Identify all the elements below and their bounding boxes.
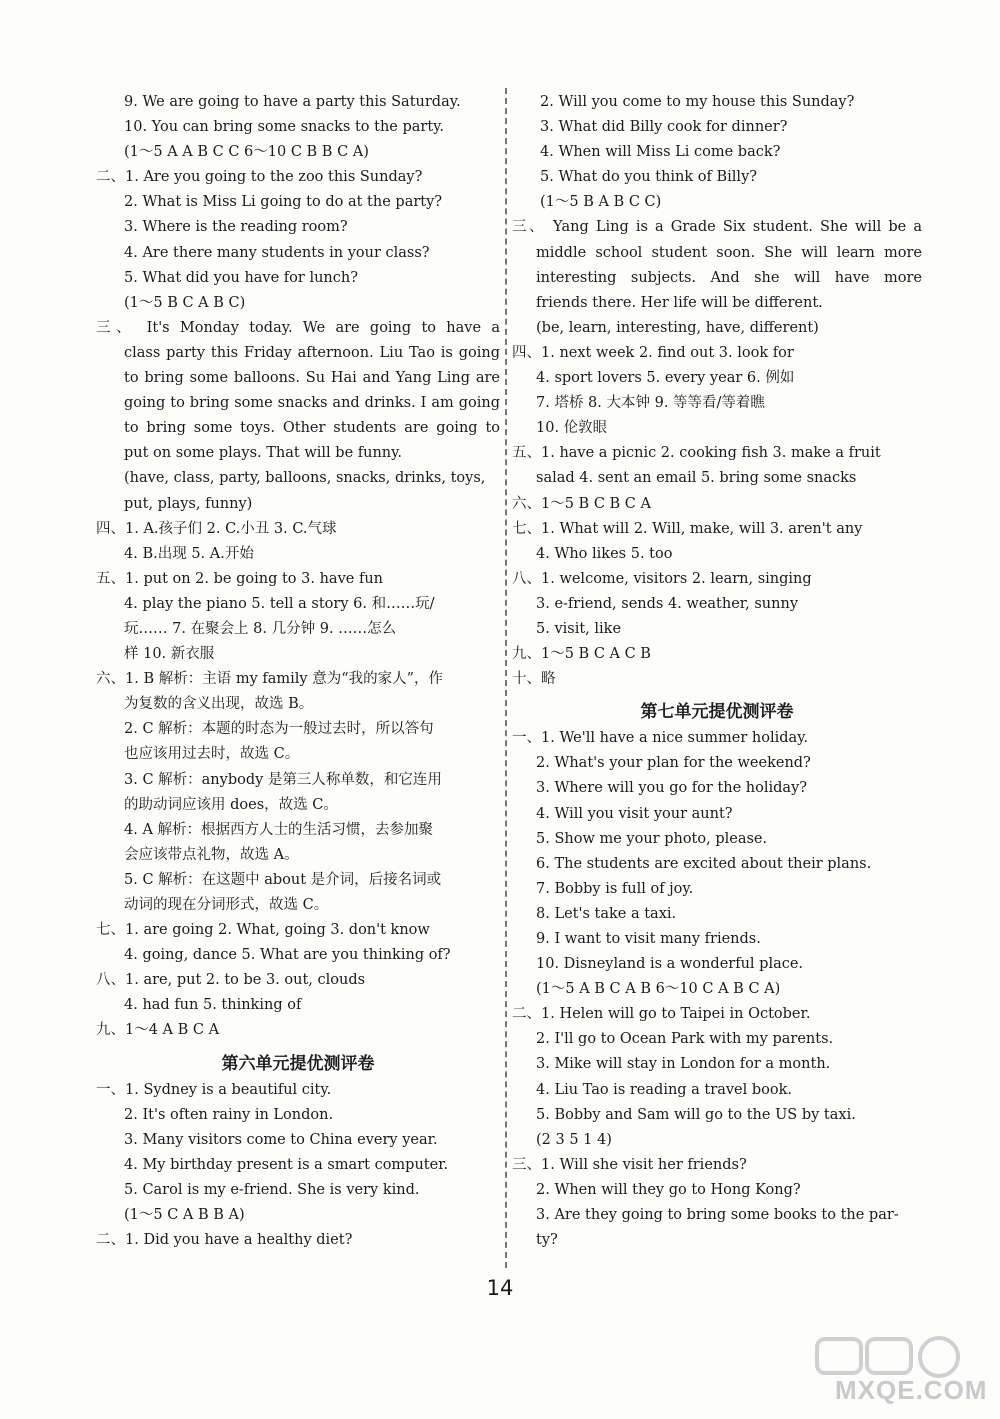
answer-line: 7. Bobby is full of joy. [536,880,694,897]
answer-line: class party this Friday afternoon. Liu Tao is going [124,344,500,361]
answer-line: friends there. Her life will be different. [536,294,823,311]
answer-line: 3. e-friend, sends 4. weather, sunny [536,595,799,612]
answer-line: 4. going, dance 5. What are you thinking of? [124,947,451,964]
answer-line: (1～5 B A B C C) [540,194,662,211]
right-column [512,90,922,1253]
answer-line: to bring some balloons. Su Hai and Yang Ling are [124,370,500,387]
answer-line: 一、1. Sydney is a beautiful city. [96,1081,332,1098]
answer-line: 10. 伦敦眼 [536,420,608,437]
answer-line: 4. Liu Tao is reading a travel book. [536,1081,792,1098]
answer-line: 3. Many visitors come to China every year. [124,1131,438,1148]
page-number: 14 [486,1276,514,1300]
answer-line: 2. When will they go to Hong Kong? [536,1181,801,1198]
answer-line: 三、 Yang Ling is a Grade Six student. She will be a [512,219,922,236]
answer-line: 三、 It's Monday today. We are going to have a [96,319,500,336]
answer-line: 5. C 解析：在这题中 about 是介词，后接名词或 [124,871,442,888]
answer-line: 4. Who likes 5. too [536,545,673,562]
answer-line: 五、1. put on 2. be going to 3. have fun [96,570,383,587]
answer-line: 5. What do you think of Billy? [540,169,758,186]
answer-line: to bring some toys. Other students are going to [124,420,500,437]
answer-line: 4. had fun 5. thinking of [124,997,302,1014]
answer-line: interesting subjects. And she will have more [536,269,922,286]
answer-line: 七、1. What will 2. Will, make, will 3. aren't any [512,520,863,537]
answer-line: 5. What did you have for lunch? [124,269,358,286]
answer-line: 2. What's your plan for the weekend? [536,755,811,772]
answer-line: 六、1. B 解析：主语 my family 意为“我的家人”，作 [96,671,444,688]
section-heading: 第六单元提优测评卷 [221,1053,375,1074]
answer-line: 4. B.出现 5. A.开始 [124,545,254,562]
answer-line: 4. When will Miss Li come back? [540,144,781,161]
answer-line: 4. Are there many students in your class? [124,244,430,261]
answer-line: 4. A 解析：根据西方人士的生活习惯，去参加聚 [124,821,434,838]
answer-line: (1～5 B C A B C) [124,294,246,311]
answer-line: 3. Where is the reading room? [124,219,348,236]
answer-line: 的助动词应该用 does，故选 C。 [124,796,338,813]
answer-line: (1～5 A A B C C 6～10 C B B C A) [124,144,369,161]
answer-line: 2. What is Miss Li going to do at the party? [124,194,443,211]
answer-line: 7. 塔桥 8. 大本钟 9. 等等看/等着瞧 [536,395,765,412]
answer-line: 2. I'll go to Ocean Park with my parents. [536,1031,834,1048]
answer-line: 九、1～4 A B C A [96,1022,220,1039]
answer-line: (2 3 5 1 4) [536,1131,612,1148]
answer-line: put on some plays. That will be funny. [124,445,403,462]
left-column [96,90,500,1253]
answer-line: going to bring some snacks and drinks. I am going [124,395,500,412]
answer-line: 5. Bobby and Sam will go to the US by taxi. [536,1106,856,1123]
answer-line: 也应该用过去时，故选 C。 [124,746,300,763]
answer-line: 二、1. Did you have a healthy diet? [96,1232,353,1249]
answer-line: 3. C 解析：anybody 是第三人称单数，和它连用 [124,771,442,788]
answer-line: 十、略 [512,671,556,688]
answer-line: 七、1. are going 2. What, going 3. don't know [96,922,430,939]
answer-line: 4. My birthday present is a smart computer. [124,1156,449,1173]
answer-line: 会应该带点礼物，故选 A。 [124,846,299,863]
answer-line: 四、1. A.孩子们 2. C.小丑 3. C.气球 [96,520,337,537]
answer-line: (1～5 C A B B A) [124,1207,245,1224]
answer-line: 五、1. have a picnic 2. cooking fish 3. make a fruit [512,445,881,462]
section-heading: 第七单元提优测评卷 [640,702,794,723]
answer-line: 八、1. are, put 2. to be 3. out, clouds [96,972,366,989]
column-divider [505,88,507,1268]
answer-line: 二、1. Are you going to the zoo this Sunday? [96,169,423,186]
answer-line: 10. You can bring some snacks to the party. [124,119,445,136]
answer-line: 四、1. next week 2. find out 3. look for [512,344,794,361]
answer-line: 2. C 解析：本题的时态为一般过去时，所以答句 [124,721,434,738]
answer-line: 3. Are they going to bring some books to the par- [536,1207,899,1224]
answer-line: 5. Show me your photo, please. [536,830,768,847]
answer-line: 4. Will you visit your aunt? [536,805,733,822]
answer-line: 动词的现在分词形式，故选 C。 [124,897,329,913]
answer-line: 5. Carol is my e-friend. She is very kind. [124,1181,420,1198]
answer-line: 4. sport lovers 5. every year 6. 例如 [536,370,795,387]
answer-line: 2. Will you come to my house this Sunday? [540,94,855,110]
answer-line: 5. visit, like [536,620,622,637]
answer-line: 三、1. Will she visit her friends? [512,1156,747,1173]
answer-line: (have, class, party, balloons, snacks, drinks, toys, [124,470,486,487]
answer-line: put, plays, funny) [124,495,253,512]
answer-line: ty? [536,1232,558,1249]
answer-line: 玩…… 7. 在聚会上 8. 几分钟 9. ……怎么 [124,620,397,637]
answer-line: 八、1. welcome, visitors 2. learn, singing [512,570,812,587]
answer-line: 九、1～5 B C A C B [512,646,651,663]
answer-line: 8. Let's take a taxi. [536,905,677,922]
answer-line: 3. What did Billy cook for dinner? [540,119,788,136]
answer-line: 2. It's often rainy in London. [124,1106,334,1123]
answer-line: 6. The students are excited about their plans. [536,855,872,872]
answer-line: 样 10. 新衣服 [124,646,215,663]
answer-line: salad 4. sent an email 5. bring some snacks [536,470,857,487]
answer-line: 一、1. We'll have a nice summer holiday. [512,730,809,747]
answer-line: (be, learn, interesting, have, different) [536,319,819,336]
answer-line: (1～5 A B C A B 6～10 C A B C A) [536,981,781,998]
answer-line: 3. Mike will stay in London for a month. [536,1056,831,1073]
answer-line: middle school student soon. She will learn more [536,244,922,261]
answer-line: 10. Disneyland is a wonderful place. [536,956,804,973]
watermark-text: MXQE.COM [835,1375,988,1405]
answer-line: 为复数的含义出现，故选 B。 [124,696,314,713]
answer-line: 六、1～5 B C B C A [512,495,651,512]
answer-line: 9. We are going to have a party this Saturday. [124,94,461,110]
answer-line: 二、1. Helen will go to Taipei in October. [512,1006,811,1023]
answer-line: 4. play the piano 5. tell a story 6. 和……玩/ [124,595,435,612]
answer-line: 9. I want to visit many friends. [536,931,761,947]
answer-line: 3. Where will you go for the holiday? [536,780,808,797]
